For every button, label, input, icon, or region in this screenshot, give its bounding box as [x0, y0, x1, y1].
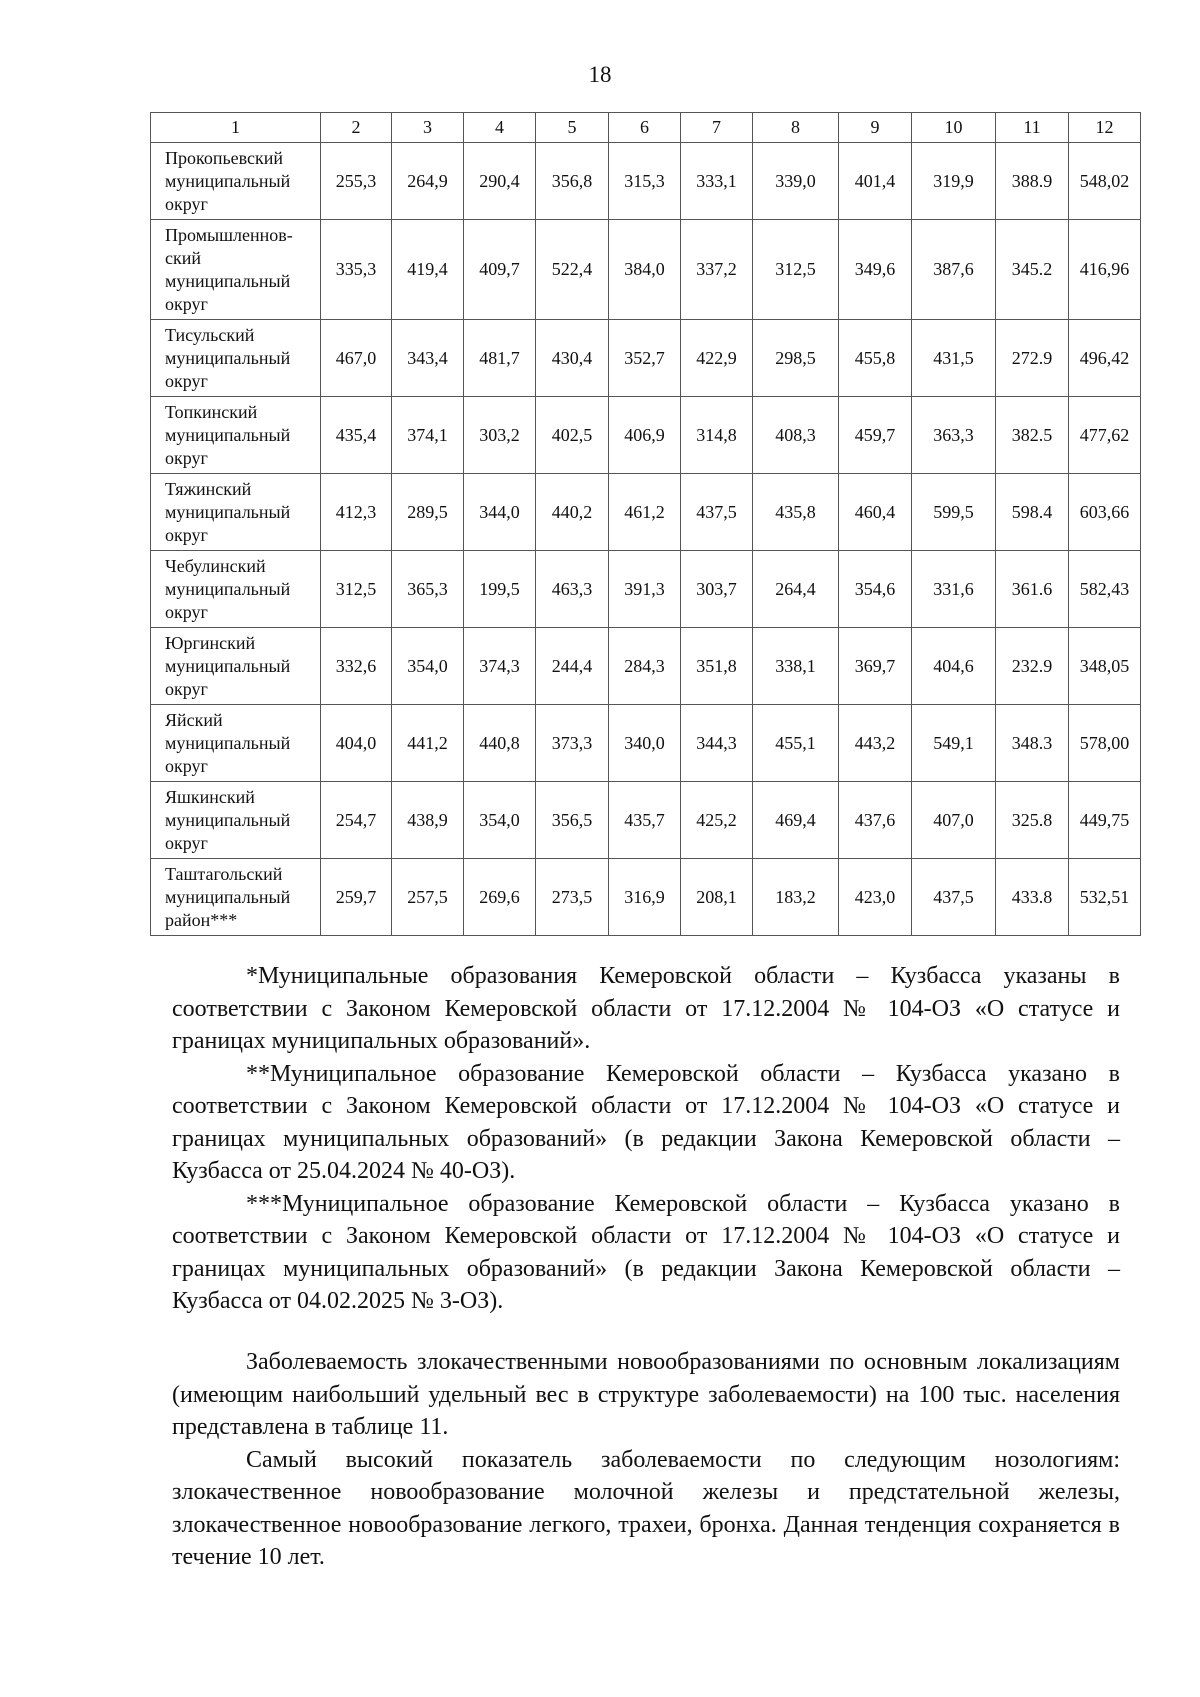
municipality-name-cell: [151, 474, 321, 551]
municipality-name-cell: [151, 782, 321, 859]
value-cell-col-7: 437,5: [681, 474, 753, 551]
header-cell-col-6: 6: [609, 113, 681, 143]
value-cell-col-2: 332,6: [321, 628, 392, 705]
value-cell-col-9: 443,2: [839, 705, 912, 782]
value-cell-col-9: 460,4: [839, 474, 912, 551]
value-cell-col-3: 264,9: [392, 143, 464, 220]
municipality-name-cell: [151, 320, 321, 397]
value-cell-col-4: 440,8: [464, 705, 536, 782]
municipality-name-line: округ: [165, 371, 208, 391]
value-cell-col-10: 404,6: [912, 628, 996, 705]
value-cell-col-4: 374,3: [464, 628, 536, 705]
municipality-name-line: муниципальный: [165, 348, 291, 368]
value-cell-col-8: 408,3: [753, 397, 839, 474]
value-cell-col-7: 337,2: [681, 220, 753, 320]
municipality-name-line: округ: [165, 756, 208, 776]
value-cell-col-2: 312,5: [321, 551, 392, 628]
value-cell-col-7: 422,9: [681, 320, 753, 397]
value-cell-col-12: 477,62: [1069, 397, 1141, 474]
value-cell-col-5: 273,5: [536, 859, 609, 936]
value-cell-col-11: 388.9: [996, 143, 1069, 220]
municipality-name-cell: [151, 859, 321, 936]
value-cell-col-3: 441,2: [392, 705, 464, 782]
table-row: [151, 474, 1141, 551]
value-cell-col-12: 532,51: [1069, 859, 1141, 936]
value-cell-col-11: 348.3: [996, 705, 1069, 782]
value-cell-col-5: 356,5: [536, 782, 609, 859]
value-cell-col-11: 433.8: [996, 859, 1069, 936]
value-cell-col-6: 406,9: [609, 397, 681, 474]
value-cell-col-8: 455,1: [753, 705, 839, 782]
value-cell-col-2: 255,3: [321, 143, 392, 220]
value-cell-col-4: 344,0: [464, 474, 536, 551]
value-cell-col-11: 325.8: [996, 782, 1069, 859]
value-cell-col-3: 343,4: [392, 320, 464, 397]
value-cell-col-5: 430,4: [536, 320, 609, 397]
header-cell-col-10: 10: [912, 113, 996, 143]
value-cell-col-9: 437,6: [839, 782, 912, 859]
footnote-3: ***Муниципальное образование Кемеровской области – Кузбасса указано в соответствии с Законом Кемеровской области от 17.12.2004 № 104-ОЗ «О статусе и границах муниципальных образований» (в редакции Закона Кемеровской области – Кузбасса от 04.02.2025 № 3-ОЗ).: [172, 1190, 1120, 1314]
incidence-table: [150, 112, 1141, 936]
value-cell-col-5: 356,8: [536, 143, 609, 220]
value-cell-col-8: 469,4: [753, 782, 839, 859]
value-cell-col-4: 409,7: [464, 220, 536, 320]
value-cell-col-5: 440,2: [536, 474, 609, 551]
value-cell-col-8: 298,5: [753, 320, 839, 397]
value-cell-col-6: 435,7: [609, 782, 681, 859]
value-cell-col-10: 407,0: [912, 782, 996, 859]
value-cell-col-8: 339,0: [753, 143, 839, 220]
value-cell-col-3: 419,4: [392, 220, 464, 320]
value-cell-col-4: 269,6: [464, 859, 536, 936]
municipality-name-line: муниципальный: [165, 733, 291, 753]
header-cell-col-7: 7: [681, 113, 753, 143]
municipality-name-line: Яшкинский: [165, 787, 255, 807]
header-cell-col-11: 11: [996, 113, 1069, 143]
municipality-name-cell: [151, 551, 321, 628]
value-cell-col-8: 338,1: [753, 628, 839, 705]
value-cell-col-10: 431,5: [912, 320, 996, 397]
value-cell-col-12: 582,43: [1069, 551, 1141, 628]
value-cell-col-7: 425,2: [681, 782, 753, 859]
municipality-name-line: Чебулинский: [165, 556, 266, 576]
table-row: [151, 859, 1141, 936]
table-row: [151, 143, 1141, 220]
municipality-name-cell: [151, 143, 321, 220]
value-cell-col-4: 481,7: [464, 320, 536, 397]
municipality-name-line: муниципальный: [165, 171, 291, 191]
municipality-name-line: район***: [165, 910, 238, 930]
municipality-name-line: округ: [165, 602, 208, 622]
body-text: [172, 1346, 1120, 1574]
page-number: 18: [588, 62, 612, 87]
table-row: [151, 320, 1141, 397]
value-cell-col-7: 303,7: [681, 551, 753, 628]
municipality-name-line: муниципальный: [165, 887, 291, 907]
value-cell-col-3: 438,9: [392, 782, 464, 859]
value-cell-col-3: 257,5: [392, 859, 464, 936]
municipality-name-line: Яйский: [165, 710, 223, 730]
value-cell-col-6: 284,3: [609, 628, 681, 705]
value-cell-col-10: 387,6: [912, 220, 996, 320]
value-cell-col-6: 384,0: [609, 220, 681, 320]
value-cell-col-9: 455,8: [839, 320, 912, 397]
value-cell-col-5: 522,4: [536, 220, 609, 320]
table-row: [151, 551, 1141, 628]
value-cell-col-2: 254,7: [321, 782, 392, 859]
value-cell-col-5: 402,5: [536, 397, 609, 474]
header-cell-col-8: 8: [753, 113, 839, 143]
value-cell-col-7: 351,8: [681, 628, 753, 705]
table-row: [151, 782, 1141, 859]
municipality-name-cell: [151, 628, 321, 705]
municipality-name-cell: [151, 397, 321, 474]
value-cell-col-9: 423,0: [839, 859, 912, 936]
value-cell-col-2: 412,3: [321, 474, 392, 551]
header-cell-col-1: 1: [151, 113, 321, 143]
table-row: [151, 397, 1141, 474]
value-cell-col-10: 549,1: [912, 705, 996, 782]
footnote-1: *Муниципальные образования Кемеровской области – Кузбасса указаны в соответствии с Законом Кемеровской области от 17.12.2004 № 104-ОЗ «О статусе и границах муниципальных образований».: [172, 963, 1120, 1054]
municipality-name-line: округ: [165, 294, 208, 314]
value-cell-col-12: 416,96: [1069, 220, 1141, 320]
value-cell-col-11: 272.9: [996, 320, 1069, 397]
municipality-name-line: округ: [165, 679, 208, 699]
municipality-name-line: муниципальный: [165, 425, 291, 445]
value-cell-col-10: 363,3: [912, 397, 996, 474]
value-cell-col-9: 459,7: [839, 397, 912, 474]
municipality-name-cell: [151, 220, 321, 320]
paragraph-highest-rate: Самый высокий показатель заболеваемости по следующим нозологиям: злокачественное новообразование молочной железы и предстательной железы, злокачественное новообразование легкого, трахеи, бронха. Данная тенденция сохраняется в течение 10 лет.: [172, 1446, 1120, 1570]
table-row: [151, 628, 1141, 705]
value-cell-col-2: 259,7: [321, 859, 392, 936]
value-cell-col-7: 344,3: [681, 705, 753, 782]
value-cell-col-12: 496,42: [1069, 320, 1141, 397]
footnote-2: **Муниципальное образование Кемеровской области – Кузбасса указано в соответствии с Законом Кемеровской области от 17.12.2004 № 104-ОЗ «О статусе и границах муниципальных образований» (в редакции Закона Кемеровской области – Кузбасса от 25.04.2024 № 40-ОЗ).: [172, 1060, 1120, 1184]
value-cell-col-9: 401,4: [839, 143, 912, 220]
header-cell-col-3: 3: [392, 113, 464, 143]
value-cell-col-7: 333,1: [681, 143, 753, 220]
value-cell-col-8: 435,8: [753, 474, 839, 551]
table-row: [151, 220, 1141, 320]
value-cell-col-6: 315,3: [609, 143, 681, 220]
value-cell-col-5: 244,4: [536, 628, 609, 705]
municipality-name-line: муниципальный: [165, 502, 291, 522]
value-cell-col-2: 435,4: [321, 397, 392, 474]
value-cell-col-11: 232.9: [996, 628, 1069, 705]
municipality-name-line: округ: [165, 525, 208, 545]
municipality-name-line: Прокопьевский: [165, 148, 284, 168]
value-cell-col-9: 354,6: [839, 551, 912, 628]
value-cell-col-4: 303,2: [464, 397, 536, 474]
paragraph-incidence: Заболеваемость злокачественными новообразованиями по основным локализациям (имеющим наибольший удельный вес в структуре заболеваемости) на 100 тыс. населения представлена в таблице 11.: [172, 1349, 1120, 1440]
value-cell-col-3: 289,5: [392, 474, 464, 551]
value-cell-col-6: 391,3: [609, 551, 681, 628]
value-cell-col-3: 365,3: [392, 551, 464, 628]
municipality-name-line: муниципальный: [165, 656, 291, 676]
municipality-name-line: округ: [165, 448, 208, 468]
municipality-name-line: Топкинский: [165, 402, 258, 422]
header-cell-col-9: 9: [839, 113, 912, 143]
value-cell-col-8: 183,2: [753, 859, 839, 936]
value-cell-col-5: 463,3: [536, 551, 609, 628]
value-cell-col-12: 449,75: [1069, 782, 1141, 859]
value-cell-col-6: 461,2: [609, 474, 681, 551]
value-cell-col-11: 361.6: [996, 551, 1069, 628]
value-cell-col-9: 349,6: [839, 220, 912, 320]
municipality-name-line: Юргинский: [165, 633, 256, 653]
footnotes: [172, 960, 1120, 1318]
value-cell-col-8: 312,5: [753, 220, 839, 320]
value-cell-col-4: 199,5: [464, 551, 536, 628]
header-cell-col-5: 5: [536, 113, 609, 143]
municipality-name-line: округ: [165, 833, 208, 853]
municipality-name-line: округ: [165, 194, 208, 214]
value-cell-col-4: 290,4: [464, 143, 536, 220]
value-cell-col-9: 369,7: [839, 628, 912, 705]
municipality-name-line: Таштагольский: [165, 864, 283, 884]
table-row: [151, 705, 1141, 782]
table-header: [151, 113, 1141, 143]
value-cell-col-12: 548,02: [1069, 143, 1141, 220]
value-cell-col-6: 352,7: [609, 320, 681, 397]
municipality-name-cell: [151, 705, 321, 782]
header-row: [151, 113, 1141, 143]
municipality-name-line: ский: [165, 248, 201, 268]
header-cell-col-4: 4: [464, 113, 536, 143]
value-cell-col-2: 335,3: [321, 220, 392, 320]
municipality-name-line: муниципальный: [165, 810, 291, 830]
value-cell-col-12: 348,05: [1069, 628, 1141, 705]
value-cell-col-10: 437,5: [912, 859, 996, 936]
value-cell-col-3: 354,0: [392, 628, 464, 705]
value-cell-col-10: 599,5: [912, 474, 996, 551]
value-cell-col-11: 345.2: [996, 220, 1069, 320]
value-cell-col-7: 314,8: [681, 397, 753, 474]
value-cell-col-3: 374,1: [392, 397, 464, 474]
municipality-name-line: Тяжинский: [165, 479, 252, 499]
header-cell-col-2: 2: [321, 113, 392, 143]
value-cell-col-2: 404,0: [321, 705, 392, 782]
header-cell-col-12: 12: [1069, 113, 1141, 143]
value-cell-col-8: 264,4: [753, 551, 839, 628]
value-cell-col-4: 354,0: [464, 782, 536, 859]
table-body: [151, 143, 1141, 936]
value-cell-col-6: 340,0: [609, 705, 681, 782]
value-cell-col-12: 603,66: [1069, 474, 1141, 551]
value-cell-col-11: 598.4: [996, 474, 1069, 551]
municipality-name-line: муниципальный: [165, 271, 291, 291]
municipality-name-line: Промышленнов-: [165, 225, 293, 245]
value-cell-col-10: 331,6: [912, 551, 996, 628]
municipality-name-line: муниципальный: [165, 579, 291, 599]
value-cell-col-6: 316,9: [609, 859, 681, 936]
municipality-name-line: Тисульский: [165, 325, 255, 345]
value-cell-col-2: 467,0: [321, 320, 392, 397]
value-cell-col-10: 319,9: [912, 143, 996, 220]
value-cell-col-7: 208,1: [681, 859, 753, 936]
value-cell-col-5: 373,3: [536, 705, 609, 782]
value-cell-col-11: 382.5: [996, 397, 1069, 474]
value-cell-col-12: 578,00: [1069, 705, 1141, 782]
